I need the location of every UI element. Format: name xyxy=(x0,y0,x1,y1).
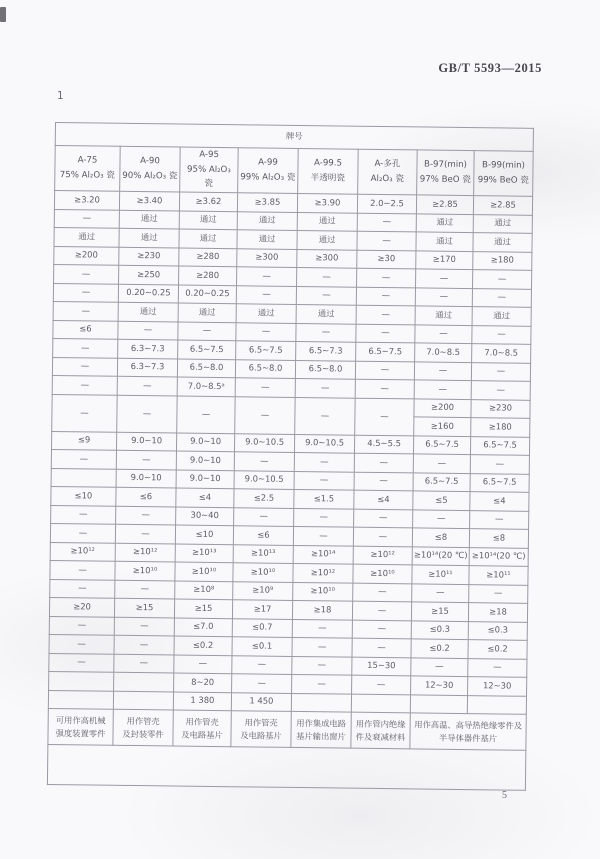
ceramic-grades-table xyxy=(47,122,534,791)
table-cell: ≥10¹² xyxy=(293,563,353,582)
table-cell: ≥10¹⁰ xyxy=(293,582,353,601)
table-cell: ≥10¹² xyxy=(115,543,175,562)
table-cell: — xyxy=(295,397,355,435)
table-cell: 通过 xyxy=(416,232,473,251)
table-cell: 12~30 xyxy=(468,677,527,696)
table-cell: 6.5~8.0 xyxy=(177,359,235,378)
table-cell: 用作高温、高导热绝缘零件及 半导体器件基片 xyxy=(410,713,526,750)
table-cell: 通过 xyxy=(179,229,237,248)
table-cell: — xyxy=(115,524,175,543)
table-cell: 7.0~8.5 xyxy=(472,344,531,363)
table-cell: ≤4 xyxy=(354,490,413,509)
table-cell: ≥10⁸ xyxy=(175,580,233,599)
table-cell: ≥10¹⁰ xyxy=(353,564,412,583)
table-cell: — xyxy=(352,620,411,639)
table-cell: 1 380 xyxy=(173,691,231,710)
table-cell: — xyxy=(117,395,177,433)
table-cell: 通过 xyxy=(296,304,356,323)
table-cell: — xyxy=(355,379,414,398)
table-cell: 6.3~7.3 xyxy=(118,339,178,358)
table-cell: 8~20 xyxy=(174,673,232,692)
table-cell: — xyxy=(178,322,236,341)
table-cell: — xyxy=(174,654,232,673)
table-column-headers xyxy=(55,146,534,197)
table-cell: — xyxy=(472,325,531,344)
column-header-cell: A-90 90% Al₂O₃ 瓷 xyxy=(120,146,181,192)
table-cell: ≥10¹⁴ xyxy=(293,545,353,564)
table-cell: ≥15 xyxy=(114,598,174,617)
table-cell: ≥3.62 xyxy=(179,192,237,211)
table-cell: — xyxy=(356,305,415,324)
table-cell xyxy=(291,693,351,712)
table-cell: 通过 xyxy=(119,210,179,229)
table-cell: — xyxy=(468,658,527,677)
table-cell: ≤0.3 xyxy=(411,620,468,639)
table-cell: — xyxy=(177,396,235,434)
table-cell: — xyxy=(414,361,471,380)
table-cell: — xyxy=(116,450,176,469)
table-cell: ≥10¹¹ xyxy=(469,566,528,585)
table-wrapper xyxy=(47,122,534,791)
table-cell: ≤0.2 xyxy=(411,639,468,658)
table-cell: ≥160 xyxy=(414,417,471,436)
table-cell: ≤6 xyxy=(116,487,176,506)
table-cell: ≥230 xyxy=(119,247,179,266)
table-cell: ≤7.0 xyxy=(174,617,232,636)
table-cell: — xyxy=(416,269,473,288)
table-cell: — xyxy=(232,674,292,693)
table-header xyxy=(55,123,534,197)
table-cell: — xyxy=(297,267,357,286)
table-cell: — xyxy=(413,509,470,528)
table-cell: ≥300 xyxy=(297,249,357,268)
table-cell: — xyxy=(114,617,174,636)
table-cell: — xyxy=(354,453,413,472)
table-cell xyxy=(51,468,116,487)
table-cell: — xyxy=(354,509,413,528)
table-cell: — xyxy=(415,287,472,306)
table-cell: ≥180 xyxy=(471,418,530,437)
table-cell: 6.5~7.5 xyxy=(413,472,470,491)
table-cell: — xyxy=(356,287,415,306)
table-cell: 通过 xyxy=(237,230,297,249)
table-cell: 9.0~10 xyxy=(116,432,176,451)
table-cell: ≤2.5 xyxy=(234,489,294,508)
column-header-cell: A-99 99% Al₂O₃ 瓷 xyxy=(238,148,299,194)
table-cell: ≥15 xyxy=(174,599,232,618)
table-cell: 通过 xyxy=(473,214,532,233)
table-cell: 通过 xyxy=(54,227,119,246)
table-cell: — xyxy=(294,508,354,527)
table-cell: 通过 xyxy=(236,304,296,323)
table-cell: ≥10¹⁴(20 ℃) xyxy=(412,546,469,565)
table-cell: ≥10¹⁴(20 ℃) xyxy=(469,547,528,566)
table-cell: — xyxy=(294,471,354,490)
table-cell: — xyxy=(49,653,114,672)
standard-number: GB/T 5593—2015 xyxy=(438,61,542,75)
table-cell: 7.0~8.5ᵃ xyxy=(177,377,235,396)
column-header-cell: B-97(min) 97% BeO 瓷 xyxy=(417,150,475,196)
table-cell: — xyxy=(353,527,412,546)
table-cell: 0.20~0.25 xyxy=(178,285,236,304)
table-cell: ≥3.90 xyxy=(297,193,357,212)
table-cell: ≤9 xyxy=(51,431,116,450)
table-cell: — xyxy=(357,268,416,287)
table-cell: 通过 xyxy=(118,302,178,321)
table-cell: ≤1.5 xyxy=(294,489,354,508)
table-cell: — xyxy=(237,267,297,286)
table-cell: 通过 xyxy=(297,230,357,249)
column-header-cell: B-99(min) 99% BeO 瓷 xyxy=(474,151,534,197)
table-cell: ≥10¹⁰ xyxy=(233,563,293,582)
table-cell: — xyxy=(292,656,352,675)
table-cell: 通过 xyxy=(415,306,472,325)
table-cell: — xyxy=(49,616,114,635)
table-cell: — xyxy=(236,322,296,341)
table-cell: ≥230 xyxy=(471,399,530,418)
table-cell: ≥170 xyxy=(416,250,473,269)
table-cell: — xyxy=(53,338,118,357)
table-cell: ≥10¹³ xyxy=(175,544,233,563)
table-cell: — xyxy=(296,286,356,305)
table-cell: 通过 xyxy=(179,211,237,230)
table-cell: — xyxy=(411,657,468,676)
table-cell: 9.0~10.5 xyxy=(294,434,354,453)
table-cell: 6.5~7.5 xyxy=(470,436,529,455)
table-cell: — xyxy=(469,584,528,603)
table-cell: ≤10 xyxy=(175,525,233,544)
table-cell: 9.0~10 xyxy=(176,470,234,489)
table-cell: 30~40 xyxy=(176,507,234,526)
table-cell xyxy=(410,694,467,713)
table-cell: — xyxy=(355,361,414,380)
table-cell: — xyxy=(50,560,115,579)
table-cell: — xyxy=(470,510,529,529)
table-cell: ≥18 xyxy=(292,600,352,619)
table-cell: ≤0.3 xyxy=(468,621,527,640)
column-header-cell: A-75 75% Al₂O₃ 瓷 xyxy=(55,146,121,192)
table-cell: — xyxy=(235,396,295,434)
table-cell: 通过 xyxy=(472,307,531,326)
table-cell: ≥15 xyxy=(411,602,468,621)
table-cell: — xyxy=(236,285,296,304)
table-cell: — xyxy=(352,675,411,694)
table-cell: — xyxy=(471,381,530,400)
table-cell: ≥10¹² xyxy=(353,546,412,565)
table-cell: — xyxy=(357,231,416,250)
table-cell: ≥10¹³ xyxy=(233,544,293,563)
table-cell: ≥3.40 xyxy=(119,191,179,210)
table-cell: ≤6 xyxy=(53,320,118,339)
table-row xyxy=(48,708,526,750)
table-cell: — xyxy=(234,452,294,471)
table-row xyxy=(47,744,525,790)
table-cell: — xyxy=(292,619,352,638)
column-header-cell: A-99.5 半透明瓷 xyxy=(298,148,359,194)
table-cell: 2.0~2.5 xyxy=(357,194,416,213)
table-cell: — xyxy=(118,321,178,340)
table-cell: — xyxy=(51,505,116,524)
table-cell: — xyxy=(472,288,531,307)
table-cell: — xyxy=(50,523,115,542)
table-cell: 6.3~7.3 xyxy=(117,358,177,377)
table-cell: — xyxy=(235,378,295,397)
table-cell: 9.0~10.5 xyxy=(234,470,294,489)
table-cell: — xyxy=(52,375,117,394)
table-cell: 通过 xyxy=(297,212,357,231)
table-cell: — xyxy=(292,674,352,693)
table-cell xyxy=(48,690,113,709)
table-cell: ≥18 xyxy=(468,603,527,622)
page-number: 5 xyxy=(502,790,507,801)
table-cell: ≥250 xyxy=(119,265,179,284)
table-cell: — xyxy=(352,638,411,657)
table-cell: — xyxy=(352,601,411,620)
table-cell: — xyxy=(471,362,530,381)
table-cell: 通过 xyxy=(119,228,179,247)
table-cell: 9.0~10 xyxy=(176,451,234,470)
table-cell: 通过 xyxy=(473,233,532,252)
table-cell: — xyxy=(296,323,356,342)
table-cell: — xyxy=(292,637,352,656)
table-cell: — xyxy=(413,454,470,473)
table-cell: ≥20 xyxy=(49,597,114,616)
table-cell: ≤5 xyxy=(413,491,470,510)
table-cell: ≤4 xyxy=(470,492,529,511)
table-cell: — xyxy=(53,301,118,320)
table-cell: ≤8 xyxy=(469,529,528,548)
table-cell xyxy=(351,694,410,713)
table-cell: 9.0~10 xyxy=(116,469,176,488)
table-cell: 用作管壳 及电路基片 xyxy=(173,710,231,747)
table-cell: — xyxy=(295,378,355,397)
table-cell: — xyxy=(117,376,177,395)
table-cell: ≤0.2 xyxy=(468,640,527,659)
table-cell: — xyxy=(412,583,469,602)
table-cell: 12~30 xyxy=(411,676,468,695)
table-cell: — xyxy=(356,324,415,343)
table-cell: 6.5~7.5 xyxy=(470,473,529,492)
table-cell: — xyxy=(234,507,294,526)
table-cell: — xyxy=(52,357,117,376)
table-cell: 6.5~7.5 xyxy=(413,435,470,454)
table-corner-label: 牌号 xyxy=(55,123,533,152)
table-cell: — xyxy=(50,579,115,598)
table-cell: — xyxy=(473,270,532,289)
table-cell: 6.5~7.5 xyxy=(356,342,415,361)
table-cell xyxy=(47,744,525,790)
table-cell: 6.5~8.0 xyxy=(295,360,355,379)
table-cell: ≥200 xyxy=(414,398,471,417)
table-cell: ≥3.85 xyxy=(237,193,297,212)
table-cell: 可用作高机械 强度装置零件 xyxy=(48,708,113,745)
table-cell: 6.5~7.5 xyxy=(236,341,296,360)
table-cell: — xyxy=(470,455,529,474)
table-cell xyxy=(113,691,173,710)
table-cell: ≤6 xyxy=(233,526,293,545)
table-cell: ≤0.1 xyxy=(232,637,292,656)
table-cell: ≥200 xyxy=(54,246,119,265)
table-cell: 用作管壳 及电路基片 xyxy=(231,711,291,748)
table-cell: ≥10⁹ xyxy=(233,581,293,600)
table-cell: — xyxy=(115,580,175,599)
table-cell: ≥10¹¹ xyxy=(412,565,469,584)
table-cell: ≤8 xyxy=(412,528,469,547)
table-cell: — xyxy=(114,635,174,654)
table-cell: 9.0~10.5 xyxy=(234,433,294,452)
table-cell xyxy=(49,671,114,690)
table-cell: — xyxy=(357,213,416,232)
column-header-cell: A-95 95% Al₂O₃ 瓷 xyxy=(180,147,239,193)
table-cell: 通过 xyxy=(237,211,297,230)
table-cell: — xyxy=(51,449,116,468)
table-cell: — xyxy=(232,655,292,674)
table-cell xyxy=(467,695,526,714)
table-cell: 6.5~7.3 xyxy=(296,341,356,360)
table-cell: 6.5~8.0 xyxy=(235,359,295,378)
table-cell: — xyxy=(353,583,412,602)
table-cell: 6.5~7.5 xyxy=(178,340,236,359)
table-cell: ≥30 xyxy=(357,250,416,269)
table-cell: ≥10¹⁰ xyxy=(115,561,175,580)
scan-edge-artifact xyxy=(0,7,6,22)
table-cell: — xyxy=(354,472,413,491)
table-cell: 通过 xyxy=(416,213,473,232)
table-cell: 4.5~5.5 xyxy=(354,435,413,454)
table-cell: ≥10¹² xyxy=(50,542,115,561)
table-cell: — xyxy=(294,452,354,471)
table-cell: ≥2.85 xyxy=(473,196,532,215)
table-cell: — xyxy=(414,380,471,399)
table-cell: ≥300 xyxy=(237,248,297,267)
table-cell: 用作集成电路 基片输出窗片 xyxy=(291,711,351,748)
table-cell: — xyxy=(293,526,353,545)
table-cell: 通过 xyxy=(178,303,236,322)
table-cell: — xyxy=(415,324,472,343)
table-cell: ≥180 xyxy=(473,251,532,270)
table-cell: 用作管壳 及封装零件 xyxy=(113,709,173,746)
table-cell: ≥280 xyxy=(179,266,237,285)
table-cell: — xyxy=(355,398,414,436)
table-cell: ≤10 xyxy=(51,486,116,505)
table-cell: ≥3.20 xyxy=(54,191,119,210)
table-body xyxy=(47,191,532,791)
table-cell: — xyxy=(54,264,119,283)
table-cell: — xyxy=(49,634,114,653)
table-cell: 9.0~10 xyxy=(176,433,234,452)
table-cell: ≥17 xyxy=(232,600,292,619)
table-cell: 0.20~0.25 xyxy=(118,284,178,303)
table-cell xyxy=(114,672,174,691)
table-cell: 7.0~8.5 xyxy=(415,343,472,362)
table-cell: ≤4 xyxy=(176,488,234,507)
table-cell: — xyxy=(116,506,176,525)
table-cell: ≥10¹⁰ xyxy=(175,562,233,581)
table-cell: — xyxy=(52,394,117,432)
table-cell: 用作管内绝缘 件及衰减材料 xyxy=(351,712,410,749)
table-caption-fragment: 1 xyxy=(57,90,64,102)
table-cell: 1 450 xyxy=(231,692,291,711)
table-cell: 15~30 xyxy=(352,657,411,676)
table-cell: — xyxy=(53,283,118,302)
table-cell: ≥2.85 xyxy=(416,195,473,214)
table-cell: — xyxy=(114,654,174,673)
table-cell: ≤0.7 xyxy=(232,618,292,637)
table-cell: — xyxy=(54,209,119,228)
table-cell: ≥280 xyxy=(179,248,237,267)
table-cell: ≤0.2 xyxy=(174,636,232,655)
column-header-cell: A-多孔 Al₂O₃ 瓷 xyxy=(358,149,418,195)
